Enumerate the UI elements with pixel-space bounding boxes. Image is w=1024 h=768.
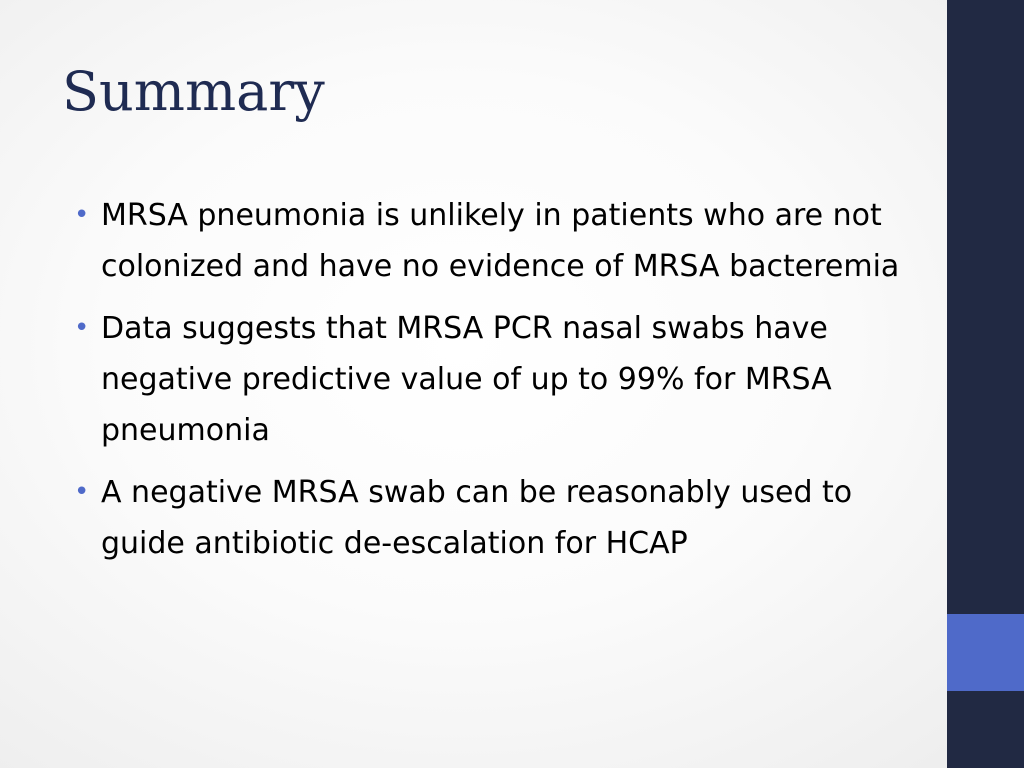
- bullet-dot-icon: •: [74, 313, 90, 343]
- bullet-text: MRSA pneumonia is unlikely in patients who are not colonized and have no evidence of MRSA bacteremia: [101, 198, 900, 284]
- bullet-text: Data suggests that MRSA PCR nasal swabs have negative predictive value of up to 99% for MRSA pneumonia: [101, 311, 832, 448]
- bullet-item: [74, 303, 924, 456]
- bullet-dot-icon: •: [74, 477, 90, 507]
- bullet-text: A negative MRSA swab can be reasonably used to guide antibiotic de-escalation for HCAP: [101, 475, 853, 561]
- decorative-accent-block: [947, 614, 1024, 691]
- bullet-item: [74, 190, 924, 292]
- slide-title: Summary: [62, 60, 325, 123]
- bullet-dot-icon: •: [74, 200, 90, 230]
- bullet-list: [74, 190, 924, 580]
- bullet-item: [74, 467, 924, 569]
